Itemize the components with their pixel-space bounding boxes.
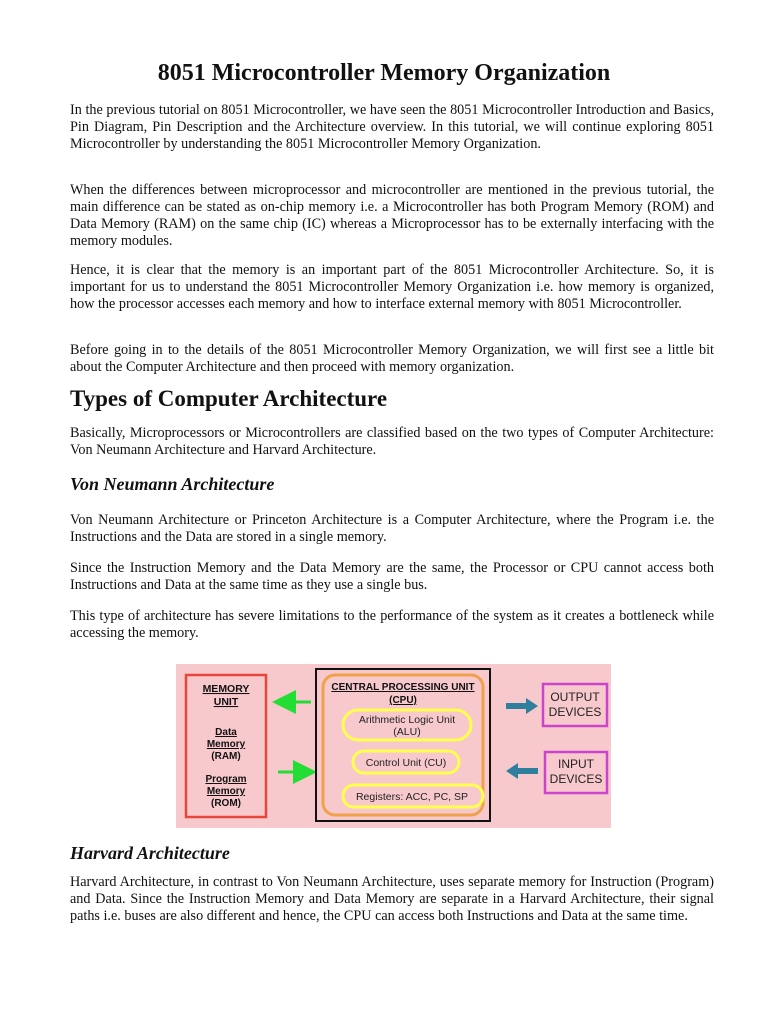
input-devices-label-1: INPUT	[558, 757, 594, 771]
paragraph-memory-difference: When the differences between microprocessor and microcontroller are mentioned in the previous tutorial, the main difference can be stated as on-chip memory i.e. a Microcontroller has both Program Memory (ROM) and Data Memory (RAM) on the same chip (IC) whereas a Microprocessor has to be externally interfacing with the memory modules.	[70, 182, 714, 249]
paragraph-von-neumann-single-bus: Since the Instruction Memory and the Data Memory are the same, the Processor or CPU cannot access both Instructions and Data at the same time as they use a single bus.	[70, 560, 714, 593]
input-devices-label-2: DEVICES	[549, 772, 603, 786]
data-memory-label-2: Memory	[206, 739, 246, 750]
memory-unit-label-2: UNIT	[213, 696, 239, 708]
program-memory-label-2: Memory	[206, 786, 246, 797]
paragraph-von-neumann-definition: Von Neumann Architecture or Princeton Architecture is a Computer Architecture, where the Program i.e. the Instructions and the Data are stored in a single memory.	[70, 512, 714, 545]
output-devices-label-2: DEVICES	[548, 705, 602, 719]
page-title: 8051 Microcontroller Memory Organization	[157, 60, 611, 86]
heading-harvard: Harvard Architecture	[70, 843, 230, 863]
output-devices-label-1: OUTPUT	[550, 690, 600, 704]
heading-von-neumann: Von Neumann Architecture	[70, 474, 275, 494]
paragraph-intro: In the previous tutorial on 8051 Microcontroller, we have seen the 8051 Microcontroller Introduction and Basics, Pin Diagram, Pin Description and the Architecture overview. In this tutorial, we will continue exploring 8051 Microcontroller by understanding the 8051 Microcontroller Memory Organization.	[70, 102, 714, 152]
cpu-label-2: (CPU)	[389, 695, 417, 706]
von-neumann-diagram	[176, 664, 611, 828]
program-memory-label-1: Program	[205, 774, 247, 785]
program-memory-label-3: (ROM)	[211, 798, 241, 809]
cpu-label-1: CENTRAL PROCESSING UNIT	[331, 682, 475, 693]
registers-label: Registers: ACC, PC, SP	[355, 791, 469, 803]
memory-unit-label-1: MEMORY	[202, 683, 250, 695]
paragraph-before-details: Before going in to the details of the 8051 Microcontroller Memory Organization, we will first see a little bit about the Computer Architecture and then proceed with memory organization.	[70, 342, 714, 375]
paragraph-von-neumann-bottleneck: This type of architecture has severe limitations to the performance of the system as it creates a bottleneck while accessing the memory.	[70, 608, 714, 641]
alu-label-1: Arithmetic Logic Unit	[358, 714, 456, 726]
paragraph-harvard-definition: Harvard Architecture, in contrast to Von Neumann Architecture, uses separate memory for Instruction (Program) and Data. Since the Instruction Memory and Data Memory are separate in a Harvard Architecture, their signal paths i.e. buses are also different and hence, the CPU can access both Instructions and Data at the same time.	[70, 874, 714, 924]
heading-types-of-architecture: Types of Computer Architecture	[70, 386, 388, 411]
paragraph-classification: Basically, Microprocessors or Microcontrollers are classified based on the two types of Computer Architecture: Von Neumann Architecture and Harvard Architecture.	[70, 425, 714, 458]
paragraph-memory-importance: Hence, it is clear that the memory is an important part of the 8051 Microcontroller Architecture. So, it is important for us to understand the 8051 Microcontroller Memory Organization i.e. how memory is organized, how the processor accesses each memory and how to interface external memory with 8051 Microcontroller.	[70, 262, 714, 312]
control-unit-label: Control Unit (CU)	[365, 757, 447, 769]
data-memory-label-1: Data	[215, 727, 237, 738]
data-memory-label-3: (RAM)	[211, 751, 241, 762]
alu-label-2: (ALU)	[393, 726, 421, 738]
